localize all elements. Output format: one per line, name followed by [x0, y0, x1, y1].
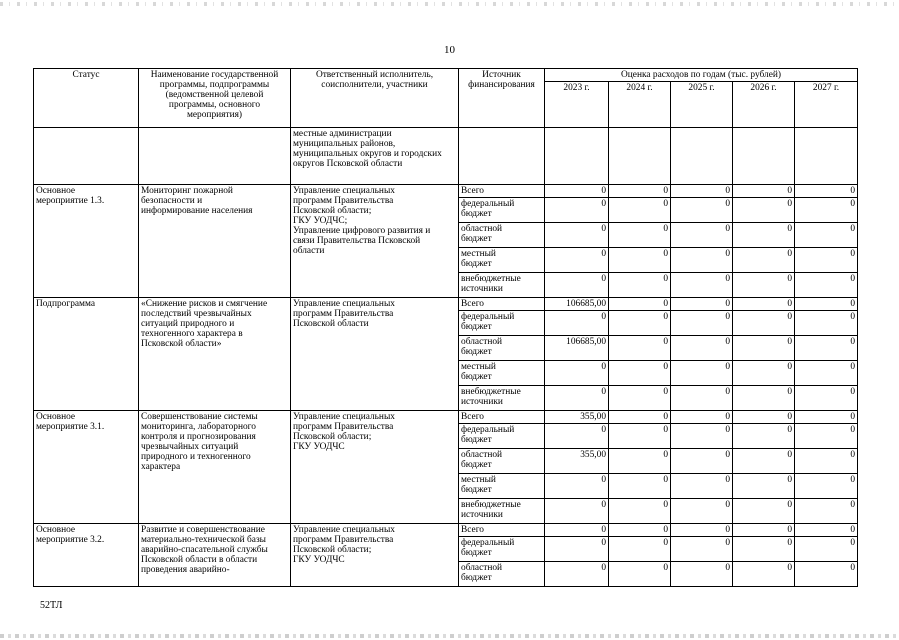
- value-cell: 0: [733, 424, 795, 449]
- source-cell: местный бюджет: [459, 474, 545, 499]
- table-row: [34, 524, 858, 537]
- value-cell: 0: [671, 223, 733, 248]
- responsible-entry: Управление специальных программ Правительства Псковской области;: [293, 412, 395, 442]
- value-cell: 0: [609, 223, 671, 248]
- value-cell: [671, 128, 733, 185]
- responsible-entry: ГКУ УОДЧС;: [293, 216, 348, 226]
- header-year: 2024 г.: [609, 82, 671, 128]
- source-cell: Всего: [459, 524, 545, 537]
- value-cell: 0: [733, 223, 795, 248]
- name-cell: Совершенствование системы мониторинга, лабораторного контроля и прогнозирования чрезвычайных ситуаций природного и техногенного характера: [139, 411, 291, 524]
- source-cell: федеральный бюджет: [459, 198, 545, 223]
- header-year: 2025 г.: [671, 82, 733, 128]
- source-cell: местный бюджет: [459, 248, 545, 273]
- value-cell: 0: [545, 273, 609, 298]
- value-cell: 0: [795, 474, 858, 499]
- value-cell: 0: [545, 311, 609, 336]
- responsible-entry: ГКУ УОДЧС: [293, 442, 345, 452]
- source-cell: внебюджетные источники: [459, 386, 545, 411]
- value-cell: 0: [671, 499, 733, 524]
- responsible-cell: [291, 185, 459, 298]
- value-cell: 0: [671, 474, 733, 499]
- value-cell: 0: [545, 185, 609, 198]
- value-cell: 0: [795, 361, 858, 386]
- value-cell: 0: [609, 386, 671, 411]
- value-cell: 0: [671, 386, 733, 411]
- value-cell: 0: [795, 562, 858, 587]
- status-cell: Основное мероприятие 3.2.: [34, 524, 139, 587]
- value-cell: 0: [545, 524, 609, 537]
- budget-table: [33, 68, 858, 587]
- header-year: 2023 г.: [545, 82, 609, 128]
- source-cell: областной бюджет: [459, 562, 545, 587]
- source-cell: федеральный бюджет: [459, 311, 545, 336]
- value-cell: 0: [795, 198, 858, 223]
- status-cell: [34, 128, 139, 185]
- value-cell: [795, 128, 858, 185]
- value-cell: 106685,00: [545, 298, 609, 311]
- value-cell: 0: [733, 361, 795, 386]
- value-cell: 355,00: [545, 411, 609, 424]
- value-cell: 0: [671, 537, 733, 562]
- value-cell: 0: [671, 524, 733, 537]
- value-cell: 0: [733, 273, 795, 298]
- page-number: 10: [444, 44, 455, 56]
- value-cell: 0: [733, 336, 795, 361]
- value-cell: 0: [609, 248, 671, 273]
- source-cell: местный бюджет: [459, 361, 545, 386]
- value-cell: 0: [795, 524, 858, 537]
- continuation-row: [34, 128, 858, 185]
- value-cell: 0: [795, 449, 858, 474]
- value-cell: 355,00: [545, 449, 609, 474]
- table-row: [34, 411, 858, 424]
- value-cell: 0: [545, 499, 609, 524]
- value-cell: 0: [545, 248, 609, 273]
- source-cell: Всего: [459, 185, 545, 198]
- scan-edge-top: [0, 2, 899, 6]
- value-cell: 0: [733, 185, 795, 198]
- name-cell: [139, 128, 291, 185]
- value-cell: [609, 128, 671, 185]
- value-cell: 0: [545, 537, 609, 562]
- value-cell: 0: [545, 474, 609, 499]
- value-cell: 0: [733, 449, 795, 474]
- responsible-cell: [291, 524, 459, 587]
- name-cell: Мониторинг пожарной безопасности и информирование населения: [139, 185, 291, 298]
- value-cell: 0: [671, 424, 733, 449]
- value-cell: 0: [795, 223, 858, 248]
- name-cell: «Снижение рисков и смягчение последствий чрезвычайных ситуаций природного и техногенного характера в Псковской области»: [139, 298, 291, 411]
- value-cell: 0: [795, 386, 858, 411]
- header-status: Статус: [34, 69, 139, 128]
- responsible-entry: Управление специальных программ Правительства Псковской области: [293, 299, 395, 329]
- responsible-cell: [291, 298, 459, 411]
- responsible-entry: Управление специальных программ Правительства Псковской области;: [293, 525, 395, 555]
- value-cell: 0: [609, 273, 671, 298]
- value-cell: 0: [671, 273, 733, 298]
- source-cell: Всего: [459, 298, 545, 311]
- value-cell: 0: [609, 298, 671, 311]
- value-cell: 0: [671, 248, 733, 273]
- header-source: Источник финансирования: [459, 69, 545, 128]
- source-cell: федеральный бюджет: [459, 424, 545, 449]
- value-cell: 0: [733, 248, 795, 273]
- table-row: [34, 185, 858, 198]
- value-cell: 0: [609, 449, 671, 474]
- value-cell: 0: [671, 361, 733, 386]
- source-cell: Всего: [459, 411, 545, 424]
- source-cell: внебюджетные источники: [459, 273, 545, 298]
- status-cell: Основное мероприятие 3.1.: [34, 411, 139, 524]
- value-cell: 0: [609, 311, 671, 336]
- value-cell: 0: [545, 198, 609, 223]
- header-responsible: Ответственный исполнитель, соисполнители, участники: [291, 69, 459, 128]
- value-cell: 0: [609, 361, 671, 386]
- value-cell: 0: [545, 223, 609, 248]
- source-cell: федеральный бюджет: [459, 537, 545, 562]
- value-cell: 0: [545, 386, 609, 411]
- source-cell: областной бюджет: [459, 223, 545, 248]
- value-cell: 0: [671, 185, 733, 198]
- value-cell: 0: [609, 424, 671, 449]
- value-cell: 0: [671, 411, 733, 424]
- responsible-entry: ГКУ УОДЧС: [293, 555, 345, 565]
- value-cell: 0: [795, 424, 858, 449]
- value-cell: 0: [671, 298, 733, 311]
- source-cell: внебюджетные источники: [459, 499, 545, 524]
- value-cell: 0: [733, 524, 795, 537]
- value-cell: 0: [795, 336, 858, 361]
- header-year: 2026 г.: [733, 82, 795, 128]
- value-cell: 0: [671, 198, 733, 223]
- responsible-cell: [291, 411, 459, 524]
- value-cell: 106685,00: [545, 336, 609, 361]
- header-year: 2027 г.: [795, 82, 858, 128]
- name-cell: Развитие и совершенствование материально-технической базы аварийно-спасательной службы Псковской области в области проведения аварийно-: [139, 524, 291, 587]
- value-cell: 0: [733, 499, 795, 524]
- value-cell: 0: [733, 411, 795, 424]
- value-cell: 0: [795, 298, 858, 311]
- value-cell: 0: [733, 198, 795, 223]
- value-cell: 0: [795, 499, 858, 524]
- value-cell: 0: [545, 424, 609, 449]
- value-cell: 0: [609, 198, 671, 223]
- value-cell: 0: [733, 474, 795, 499]
- value-cell: 0: [545, 361, 609, 386]
- status-cell: Основное мероприятие 1.3.: [34, 185, 139, 298]
- responsible-entry: Управление цифрового развития и связи Правительства Псковской области: [293, 226, 431, 256]
- value-cell: 0: [795, 411, 858, 424]
- value-cell: 0: [733, 311, 795, 336]
- source-cell: [459, 128, 545, 185]
- value-cell: [545, 128, 609, 185]
- value-cell: 0: [671, 562, 733, 587]
- value-cell: 0: [609, 411, 671, 424]
- status-cell: Подпрограмма: [34, 298, 139, 411]
- responsible-cell: местные администрации муниципальных районов, муниципальных округов и городских округов Псковской области: [291, 128, 459, 185]
- table-row: [34, 298, 858, 311]
- value-cell: 0: [609, 524, 671, 537]
- value-cell: 0: [733, 386, 795, 411]
- value-cell: 0: [609, 499, 671, 524]
- value-cell: 0: [609, 474, 671, 499]
- value-cell: 0: [733, 537, 795, 562]
- source-cell: областной бюджет: [459, 336, 545, 361]
- value-cell: 0: [609, 562, 671, 587]
- value-cell: 0: [733, 562, 795, 587]
- header-name: Наименование государственной программы, подпрограммы (ведомственной целевой программы, основного мероприятия): [139, 69, 291, 128]
- value-cell: 0: [671, 311, 733, 336]
- scan-edge-bottom: [0, 634, 899, 638]
- footer-code: 52ТЛ: [40, 600, 63, 611]
- value-cell: 0: [671, 449, 733, 474]
- value-cell: [733, 128, 795, 185]
- value-cell: 0: [795, 273, 858, 298]
- value-cell: 0: [795, 185, 858, 198]
- value-cell: 0: [795, 311, 858, 336]
- value-cell: 0: [609, 185, 671, 198]
- responsible-entry: Управление специальных программ Правительства Псковской области;: [293, 186, 395, 216]
- value-cell: 0: [545, 562, 609, 587]
- value-cell: 0: [609, 537, 671, 562]
- value-cell: 0: [795, 537, 858, 562]
- value-cell: 0: [609, 336, 671, 361]
- value-cell: 0: [671, 336, 733, 361]
- source-cell: областной бюджет: [459, 449, 545, 474]
- header-estimate: Оценка расходов по годам (тыс. рублей): [545, 69, 858, 82]
- value-cell: 0: [795, 248, 858, 273]
- value-cell: 0: [733, 298, 795, 311]
